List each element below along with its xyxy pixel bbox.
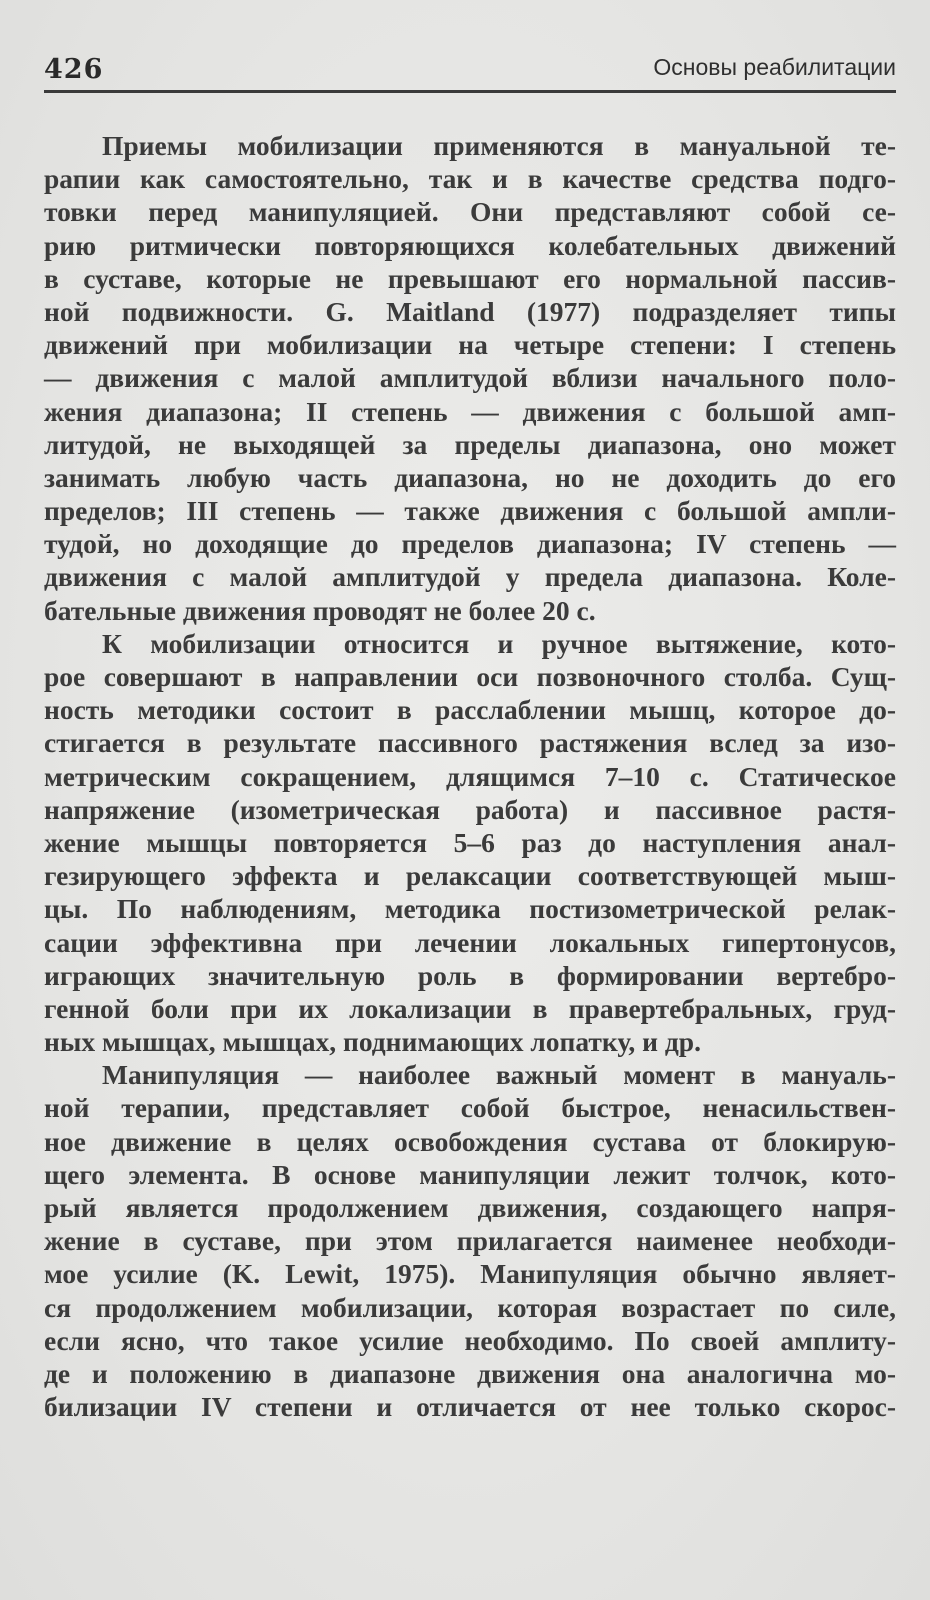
text-line: ной подвижности. G. Maitland (1977) подразделяет типы: [44, 295, 896, 327]
text-line: ных мышцах, мышцах, поднимающих лопатку, и др.: [44, 1026, 701, 1058]
text-line: щего элемента. В основе манипуляции лежит толчок, кото-: [44, 1158, 896, 1190]
text-line: гезирующего эффекта и релаксации соответствующей мыш-: [44, 860, 896, 892]
text-line: метрическим сокращением, длящимся 7–10 с. Статическое: [44, 760, 896, 792]
text-line: рапии как самостоятельно, так и в качестве средства подго-: [44, 163, 896, 195]
text-line: сации эффективна при лечении локальных гипертонусов,: [44, 926, 896, 958]
text-line: движений при мобилизации на четыре степени: I степень: [44, 329, 896, 361]
text-line: рое совершают в направлении оси позвоночного столба. Сущ-: [44, 661, 896, 692]
header-rule: [44, 90, 896, 93]
text-line: билизации IV степени и отличается от нее только скорос-: [44, 1391, 896, 1423]
page-header: [44, 52, 896, 92]
text-line: де и положению в диапазоне движения она аналогична мо-: [44, 1357, 896, 1389]
paragraph: [44, 1058, 896, 1423]
text-line: рию ритмически повторяющихся колебательных движений: [44, 229, 896, 261]
text-line: Манипуляция — наиболее важный момент в мануаль-: [102, 1059, 896, 1091]
page-number: 426: [44, 54, 104, 85]
text-line: тудой, но доходящие до пределов диапазона; IV степень —: [44, 528, 896, 560]
text-line: ность методики состоит в расслаблении мышц, которое до-: [44, 694, 896, 726]
text-line: движения с малой амплитудой у предела диапазона. Коле-: [44, 561, 896, 593]
text-line: мое усилие (K. Lewit, 1975). Манипуляция обычно являет-: [44, 1258, 896, 1290]
text-line: в суставе, которые не превышают его нормальной пассив-: [44, 262, 896, 294]
text-line: товки перед манипуляцией. Они представляют собой се-: [44, 196, 896, 228]
text-line: ся продолжением мобилизации, которая возрастает по силе,: [44, 1291, 896, 1323]
text-line: если ясно, что такое усилие необходимо. По своей амплиту-: [44, 1324, 896, 1356]
text-line: жения диапазона; II степень — движения с большой амп-: [44, 395, 896, 427]
paragraph: [44, 129, 896, 627]
text-line: Приемы мобилизации применяются в мануальной те-: [102, 130, 896, 161]
text-line: цы. По наблюдениям, методика постизометрической релак-: [44, 893, 896, 925]
text-line: напряжение (изометрическая работа) и пассивное растя-: [44, 793, 896, 825]
text-line: пределов; III степень — также движения с большой ампли-: [44, 495, 896, 527]
text-line: ной терапии, представляет собой быстрое, ненасильствен-: [44, 1092, 896, 1124]
text-line: жение мышцы повторяется 5–6 раз до наступления анал-: [44, 826, 896, 858]
text-line: бательные движения проводят не более 20 с.: [44, 594, 596, 626]
text-line: генной боли при их локализации в правертебральных, груд-: [44, 992, 896, 1024]
text-line: жение в суставе, при этом прилагается наименее необходи-: [44, 1225, 896, 1257]
text-line: литудой, не выходящей за пределы диапазона, оно может: [44, 428, 896, 460]
body-text: [44, 129, 896, 1423]
running-title: Основы реабилитации: [653, 54, 896, 80]
text-line: стигается в результате пассивного растяжения вслед за изо-: [44, 727, 896, 759]
text-line: играющих значительную роль в формировании вертебро-: [44, 959, 896, 991]
text-line: К мобилизации относится и ручное вытяжение, кото-: [102, 627, 896, 659]
text-line: ное движение в целях освобождения сустава от блокирую-: [44, 1125, 896, 1157]
text-line: занимать любую часть диапазона, но не доходить до его: [44, 461, 896, 493]
text-line: рый является продолжением движения, создающего напря-: [44, 1192, 896, 1223]
text-line: — движения с малой амплитудой вблизи начального поло-: [44, 362, 896, 394]
paragraph: [44, 627, 896, 1058]
